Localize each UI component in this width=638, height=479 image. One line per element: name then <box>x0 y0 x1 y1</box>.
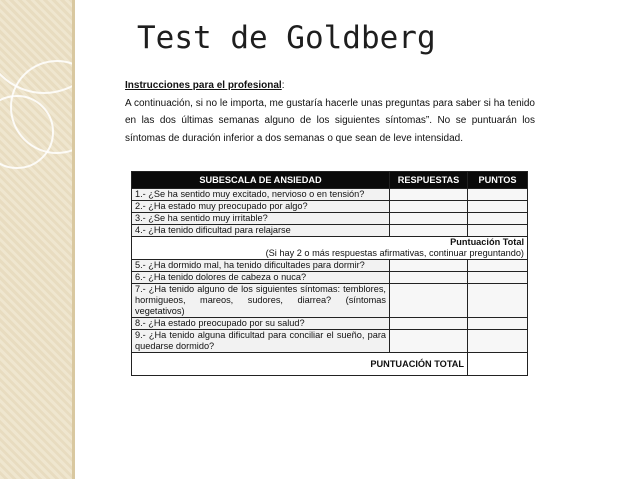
question-text: 3.- ¿Se ha sentido muy irritable? <box>132 213 390 225</box>
table-header-row <box>132 172 528 189</box>
response-cell[interactable] <box>390 201 468 213</box>
table-row <box>132 260 528 272</box>
question-text: 2.- ¿Ha estado muy preocupado por algo? <box>132 201 390 213</box>
response-cell[interactable] <box>390 213 468 225</box>
slide-title: Test de Goldberg <box>137 20 436 56</box>
response-cell[interactable] <box>390 284 468 318</box>
header-responses: RESPUESTAS <box>390 172 468 189</box>
table-row <box>132 272 528 284</box>
points-cell[interactable] <box>468 330 528 353</box>
instructions-block <box>125 77 535 147</box>
question-text: 4.- ¿Ha tenido dificultad para relajarse <box>132 225 390 237</box>
table-row <box>132 213 528 225</box>
points-cell[interactable] <box>468 284 528 318</box>
anxiety-subscale-table <box>131 171 528 376</box>
table-row <box>132 189 528 201</box>
subtotal-cell <box>132 237 528 260</box>
table-row <box>132 318 528 330</box>
response-cell[interactable] <box>390 260 468 272</box>
total-points-cell[interactable] <box>468 353 528 376</box>
points-cell[interactable] <box>468 201 528 213</box>
instructions-heading: Instrucciones para el profesional <box>125 80 282 91</box>
question-text: 6.- ¿Ha tenido dolores de cabeza o nuca? <box>132 272 390 284</box>
instructions-text: A continuación, si no le importa, me gustaría hacerle unas preguntas para saber si ha tenido en las dos últimas semanas alguno de los siguientes síntomas”. No se puntuarán los síntomas de duración inferior a dos semanas o que sean de leve intensidad. <box>125 97 535 144</box>
total-label: PUNTUACIÓN TOTAL <box>132 353 468 376</box>
points-cell[interactable] <box>468 225 528 237</box>
header-subscale: SUBESCALA DE ANSIEDAD <box>132 172 390 189</box>
decorative-side-band <box>0 0 75 479</box>
table-row <box>132 284 528 318</box>
points-cell[interactable] <box>468 260 528 272</box>
total-row <box>132 353 528 376</box>
response-cell[interactable] <box>390 272 468 284</box>
table-row <box>132 330 528 353</box>
subtotal-note: (Si hay 2 o más respuestas afirmativas, continuar preguntando) <box>265 248 524 258</box>
question-text: 1.- ¿Se ha sentido muy excitado, nervioso o en tensión? <box>132 189 390 201</box>
table-row <box>132 201 528 213</box>
points-cell[interactable] <box>468 189 528 201</box>
points-cell[interactable] <box>468 318 528 330</box>
points-cell[interactable] <box>468 213 528 225</box>
question-text: 9.- ¿Ha tenido alguna dificultad para conciliar el sueño, para quedarse dormido? <box>132 330 390 353</box>
subtotal-label: Puntuación Total <box>450 237 524 247</box>
response-cell[interactable] <box>390 318 468 330</box>
heading-colon: : <box>281 80 285 91</box>
response-cell[interactable] <box>390 330 468 353</box>
question-text: 5.- ¿Ha dormido mal, ha tenido dificultades para dormir? <box>132 260 390 272</box>
header-points: PUNTOS <box>468 172 528 189</box>
points-cell[interactable] <box>468 272 528 284</box>
response-cell[interactable] <box>390 225 468 237</box>
response-cell[interactable] <box>390 189 468 201</box>
question-text: 8.- ¿Ha estado preocupado por su salud? <box>132 318 390 330</box>
question-text: 7.- ¿Ha tenido alguno de los siguientes síntomas: temblores, hormigueos, mareos, sudores, diarrea? (síntomas vegetativos) <box>132 284 390 318</box>
table-row <box>132 225 528 237</box>
subtotal-row <box>132 237 528 260</box>
